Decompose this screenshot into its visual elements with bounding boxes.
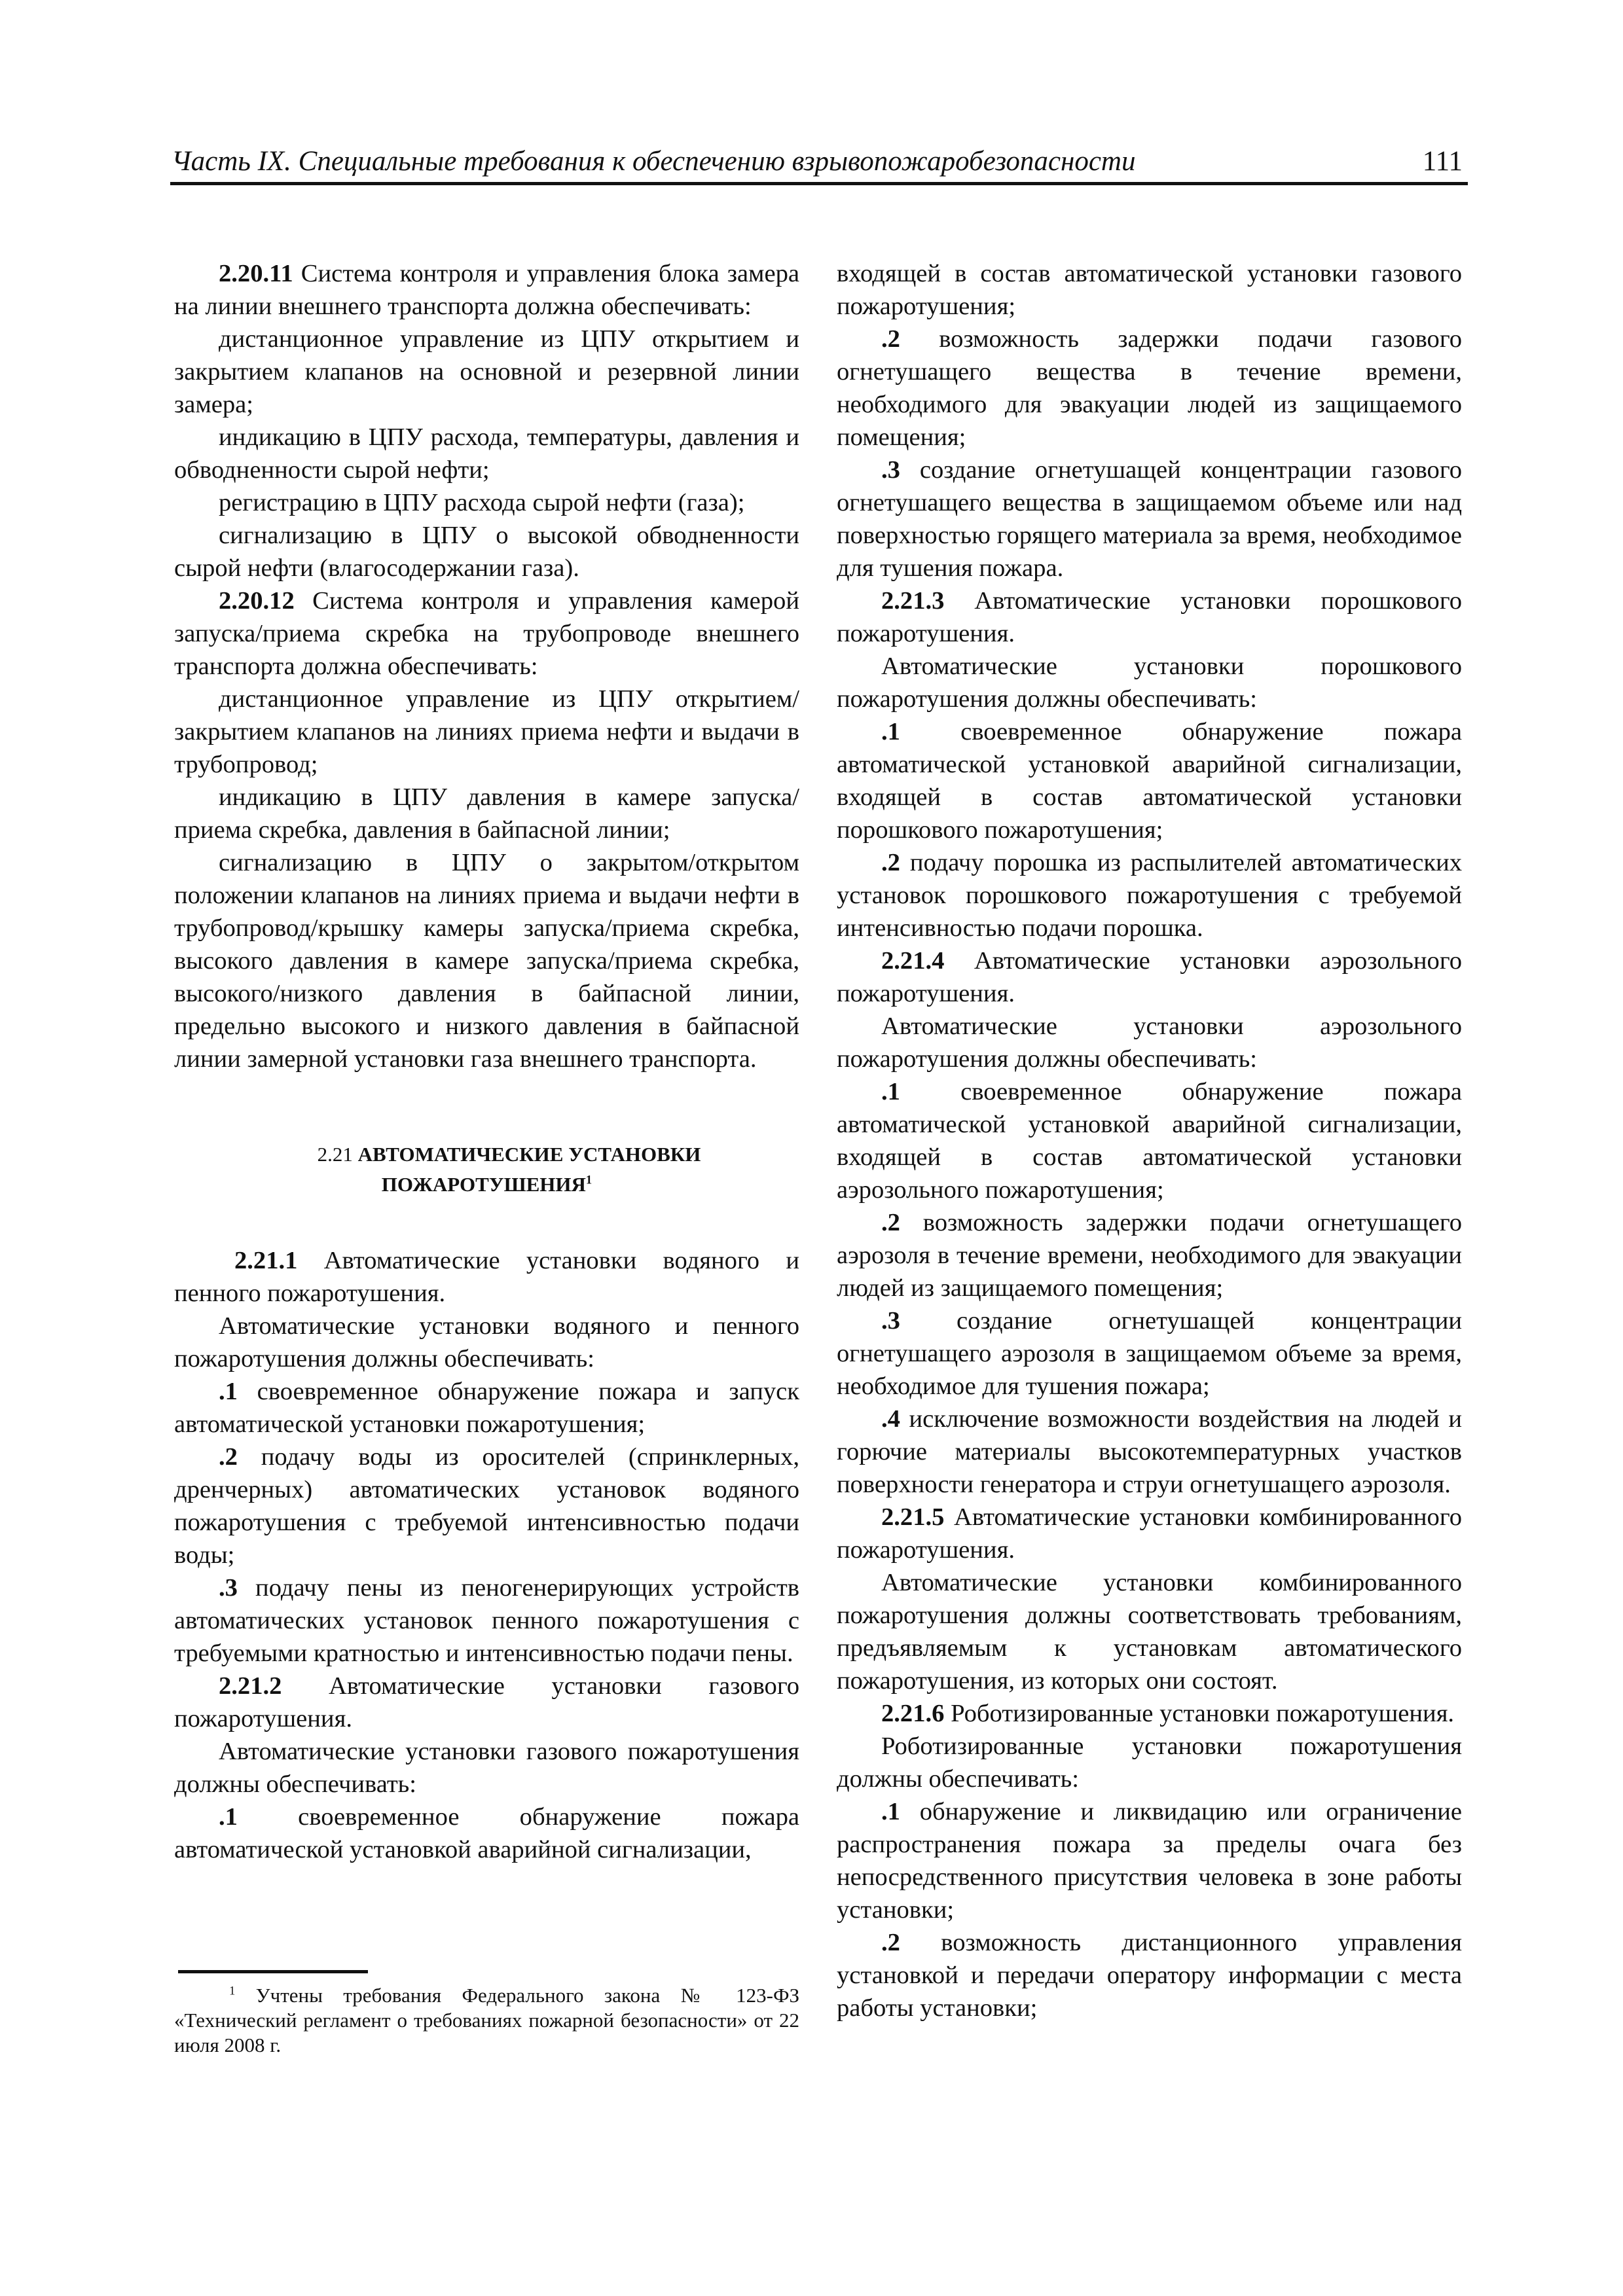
clause-number: 2.21.5 <box>881 1503 945 1531</box>
paragraph-text: Автоматические установки порошкового пожаротушения. <box>837 587 1462 647</box>
paragraph <box>174 1244 799 1310</box>
list-item <box>837 1926 1462 2024</box>
clause-number: 2.21.2 <box>219 1672 282 1700</box>
item-text: возможность задержки подачи газового огнетушащего вещества в течение времени, необходимого для эвакуации людей из защищаемого помещения; <box>837 325 1462 451</box>
paragraph <box>837 944 1462 1010</box>
paragraph <box>837 1697 1462 1730</box>
section-gap <box>174 1200 799 1244</box>
item-text: создание огнетушащей концентрации огнетушащего аэрозоля в защищаемом объеме за время, необходимое для тушения пожара; <box>837 1307 1462 1400</box>
item-text: подачу воды из оросителей (спринклерных, дренчерных) автоматических установок водяного пожаротушения с требуемой интенсивностью подачи воды; <box>174 1443 799 1569</box>
item-text: своевременное обнаружение пожара автоматической установкой аварийной сигнализации, входящей в состав автоматической установки аэрозольного пожаротушения; <box>837 1078 1462 1204</box>
paragraph: входящей в состав автоматической установки газового пожаротушения; <box>837 260 1462 320</box>
item-text: возможность дистанционного управления установкой и передачи оператору информации с места работы установки; <box>837 1929 1462 2022</box>
section-title-line-2: ПОЖАРОТУШЕНИЯ <box>381 1173 586 1196</box>
list-item <box>837 1206 1462 1304</box>
paragraph: сигнализацию в ЦПУ о закрытом/открытом положении клапанов на линиях приема и выдачи нефти в трубопровод/крышку камеры запуска/приема скребка, высокого давления в камере запуска/приема скребка, высокого/низкого давления в байпасной линии, предельно высокого и низкого давления в байпасной линии замерной установки газа внешнего транспорта. <box>174 849 799 1073</box>
item-number: .2 <box>881 1929 900 1956</box>
item-text: создание огнетушащей концентрации газового огнетушащего вещества в защищаемом объеме или над поверхностью горящего материала за время, необходимое для тушения пожара. <box>837 456 1462 582</box>
list-item <box>174 1375 799 1441</box>
list-item <box>837 1795 1462 1926</box>
list-item <box>837 323 1462 454</box>
paragraph: Автоматические установки водяного и пенного пожаротушения должны обеспечивать: <box>174 1312 799 1372</box>
item-number: .2 <box>881 325 900 353</box>
paragraph <box>174 257 799 323</box>
paragraph-text: Автоматические установки комбинированного пожаротушения. <box>837 1503 1462 1564</box>
clause-number: 2.21.3 <box>881 587 945 615</box>
list-item <box>837 1075 1462 1206</box>
item-number: .1 <box>881 1078 900 1105</box>
running-title: Часть IX. Специальные требования к обеспечению взрывопожаробезопасности <box>172 146 1136 177</box>
paragraph: сигнализацию в ЦПУ о высокой обводненности сырой нефти (влагосодержании газа). <box>174 522 799 582</box>
item-text: подачу порошка из распылителей автоматических установок порошкового пожаротушения с требуемой интенсивностью подачи порошка. <box>837 849 1462 942</box>
list-item <box>174 1441 799 1571</box>
item-number: .2 <box>219 1443 238 1471</box>
footnote-text <box>174 1983 799 2058</box>
right-column <box>837 257 1462 2024</box>
paragraph <box>837 1501 1462 1566</box>
list-item <box>837 454 1462 584</box>
item-number: .4 <box>881 1405 900 1433</box>
list-item <box>837 715 1462 846</box>
paragraph-text: Система контроля и управления блока замера на линии внешнего транспорта должна обеспечивать: <box>174 260 799 320</box>
clause-number: 2.21.6 <box>881 1700 945 1727</box>
footnote-divider <box>178 1970 368 1973</box>
item-text: возможность задержки подачи огнетушащего аэрозоля в течение времени, необходимого для эвакуации людей из защищаемого помещения; <box>837 1209 1462 1302</box>
paragraph: регистрацию в ЦПУ расхода сырой нефти (газа); <box>219 489 745 516</box>
list-item <box>837 846 1462 944</box>
paragraph: Автоматические установки газового пожаротушения должны обеспечивать: <box>174 1738 799 1798</box>
footnote-mark: 1 <box>229 1984 236 1998</box>
item-number: .1 <box>219 1378 238 1405</box>
section-number: 2.21 <box>317 1143 353 1166</box>
item-number: .1 <box>881 1798 900 1825</box>
paragraph: дистанционное управление из ЦПУ открытием и закрытием клапанов на основной и резервной линии замера; <box>174 325 799 418</box>
item-text: своевременное обнаружение пожара и запуск автоматической установки пожаротушения; <box>174 1378 799 1438</box>
paragraph: Роботизированные установки пожаротушения должны обеспечивать: <box>837 1732 1462 1793</box>
footnote-body: Учтены требования Федерального закона № 123-ФЗ «Технический регламент о требованиях пожарной безопасности» от 22 июля 2008 г. <box>174 1984 799 2056</box>
section-title-line-1: АВТОМАТИЧЕСКИЕ УСТАНОВКИ <box>357 1143 701 1166</box>
item-text: своевременное обнаружение пожара автоматической установкой аварийной сигнализации, входящей в состав автоматической установки порошкового пожаротушения; <box>837 718 1462 844</box>
paragraph-text: Автоматические установки водяного и пенного пожаротушения. <box>174 1247 799 1307</box>
paragraph <box>174 584 799 683</box>
clause-number: 2.20.12 <box>219 587 295 615</box>
paragraph: дистанционное управление из ЦПУ открытием/ закрытием клапанов на линиях приема нефти и выдачи в трубопровод; <box>174 685 799 778</box>
item-number: .1 <box>881 718 900 745</box>
paragraph: Автоматические установки аэрозольного пожаротушения должны обеспечивать: <box>837 1013 1462 1073</box>
left-column <box>174 257 799 1866</box>
clause-number: 2.21.1 <box>234 1247 298 1274</box>
item-text: исключение возможности воздействия на людей и горючие материалы высокотемпературных участков поверхности генератора и струи огнетушащего аэрозоля. <box>837 1405 1462 1498</box>
list-item <box>837 1304 1462 1403</box>
item-number: .2 <box>881 849 900 876</box>
item-text: подачу пены из пеногенерирующих устройств автоматических установок пенного пожаротушения с требуемыми кратностью и интенсивностью подачи пены. <box>174 1574 799 1667</box>
running-header <box>170 145 1468 185</box>
footnote-ref: 1 <box>585 1173 593 1187</box>
paragraph: Автоматические установки комбинированного пожаротушения должны соответствовать требованиям, предъявляемым к установкам автоматического пожаротушения, из которых они состоят. <box>837 1569 1462 1695</box>
item-number: .3 <box>881 1307 900 1335</box>
page-number: 111 <box>1422 146 1463 177</box>
list-item <box>174 1571 799 1670</box>
item-number: .3 <box>219 1574 238 1602</box>
item-number: .3 <box>881 456 900 484</box>
clause-number: 2.21.4 <box>881 947 945 975</box>
clause-number: 2.20.11 <box>219 260 293 287</box>
paragraph <box>174 1670 799 1735</box>
section-heading <box>174 1139 799 1200</box>
paragraph: Автоматические установки порошкового пожаротушения должны обеспечивать: <box>837 653 1462 713</box>
paragraph: индикацию в ЦПУ расхода, температуры, давления и обводненности сырой нефти; <box>174 423 799 484</box>
item-text: своевременное обнаружение пожара автоматической установкой аварийной сигнализации, <box>174 1803 799 1863</box>
list-item <box>837 1403 1462 1501</box>
paragraph: индикацию в ЦПУ давления в камере запуска/ приема скребка, давления в байпасной линии; <box>174 783 799 844</box>
paragraph-text: Автоматические установки газового пожаротушения. <box>174 1672 799 1732</box>
list-item <box>174 1801 799 1866</box>
paragraph-text: Автоматические установки аэрозольного пожаротушения. <box>837 947 1462 1007</box>
section-gap <box>174 1075 799 1139</box>
item-text: обнаружение и ликвидацию или ограничение распространения пожара за пределы очага без непосредственного присутствия человека в зоне работы установки; <box>837 1798 1462 1924</box>
paragraph-text: Система контроля и управления камерой запуска/приема скребка на трубопроводе внешнего транспорта должна обеспечивать: <box>174 587 799 680</box>
item-number: .1 <box>219 1803 238 1831</box>
item-number: .2 <box>881 1209 900 1236</box>
paragraph-text: Роботизированные установки пожаротушения. <box>944 1700 1455 1727</box>
footnote <box>174 1983 799 2058</box>
paragraph <box>837 584 1462 650</box>
